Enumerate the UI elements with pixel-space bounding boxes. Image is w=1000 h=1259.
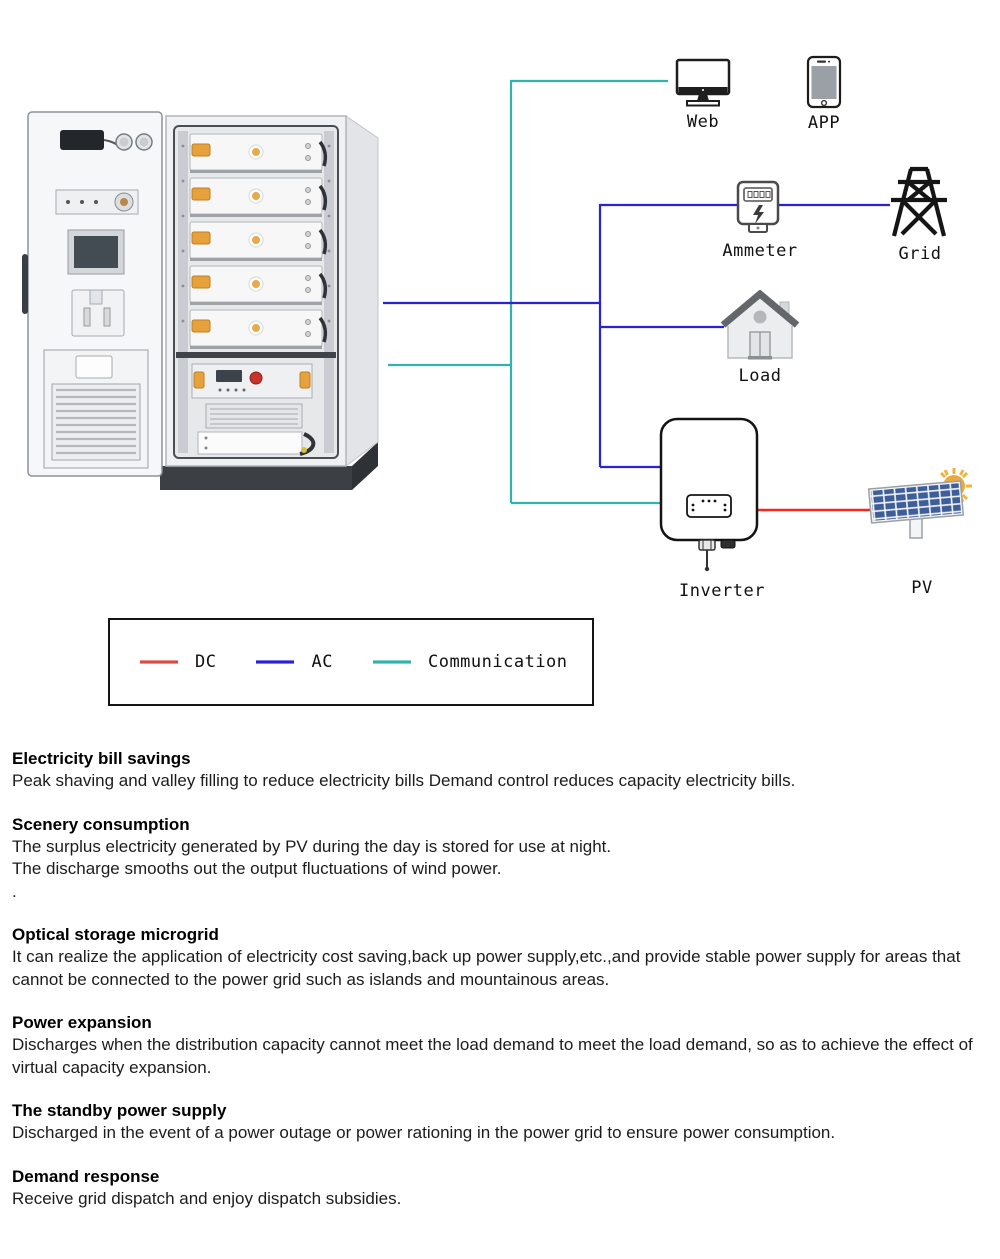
inverter-icon	[659, 417, 761, 573]
legend	[108, 618, 594, 706]
app-phone-icon	[806, 55, 842, 109]
legend-label-ac: AC	[311, 652, 333, 672]
bottom-unit	[198, 432, 313, 454]
legend-label-communication: Communication	[427, 652, 568, 672]
section-line: The discharge smooths out the output fluctuations of wind power.	[12, 859, 502, 878]
section-heading: Electricity bill savings	[12, 749, 191, 768]
cabinet-door	[22, 112, 162, 476]
section-line: It can realize the application of electricity cost saving,back up power supply,etc.,and provide stable power supply for areas that cannot be connected to the power grid such as islands and mountainous areas.	[12, 947, 961, 989]
pv-label: PV	[911, 578, 933, 598]
section-line: The surplus electricity generated by PV during the day is stored for use at night.	[12, 836, 612, 856]
legend-item-dc	[140, 652, 216, 672]
legend-item-ac	[256, 652, 332, 672]
section-heading: Optical storage microgrid	[12, 925, 219, 944]
dc-line-swatch	[140, 660, 178, 664]
section-line: Discharges when the distribution capacity cannot meet the load demand to meet the load demand, so as to achieve the effect of virtual capacity expansion.	[12, 1035, 973, 1077]
legend-item-communication	[373, 652, 568, 672]
app-label: APP	[807, 113, 841, 133]
section-line: Peak shaving and valley filling to reduce electricity bills Demand control reduces capacity electricity bills.	[12, 771, 796, 790]
section-standby-power-supply	[12, 1100, 990, 1145]
section-power-expansion	[12, 1012, 990, 1079]
communication-line-swatch	[373, 660, 411, 664]
vent-grille	[52, 384, 140, 460]
grid-tower-icon	[888, 166, 950, 238]
section-heading: Demand response	[12, 1166, 160, 1186]
section-scenery-consumption	[12, 814, 990, 904]
benefits-text	[12, 748, 990, 1231]
section-electricity-bill-savings	[12, 748, 990, 793]
web-monitor-icon	[675, 58, 731, 108]
section-line: Receive grid dispatch and enjoy dispatch subsidies.	[12, 1188, 402, 1208]
section-line: Discharged in the event of a power outage or power rationing in the power grid to ensure power consumption.	[12, 1123, 836, 1142]
load-house-icon	[714, 290, 806, 362]
battery-cabinet-icon	[20, 106, 380, 492]
power-control-unit	[192, 364, 312, 398]
pv-panel-icon	[862, 462, 974, 550]
legend-label-dc: DC	[195, 652, 217, 672]
section-heading: The standby power supply	[12, 1101, 227, 1120]
ac-line-swatch	[256, 660, 294, 664]
section-line: .	[12, 881, 17, 901]
battery-modules	[190, 134, 325, 349]
ammeter-label: Ammeter	[722, 241, 798, 261]
ammeter-icon	[735, 180, 781, 236]
section-heading: Scenery consumption	[12, 814, 190, 834]
web-label: Web	[686, 112, 720, 132]
section-heading: Power expansion	[12, 1013, 152, 1032]
inverter-label: Inverter	[679, 581, 765, 601]
vent-module	[206, 404, 302, 428]
section-optical-storage-microgrid	[12, 924, 990, 991]
load-label: Load	[738, 366, 782, 386]
grid-label: Grid	[898, 244, 942, 264]
section-demand-response	[12, 1166, 990, 1211]
ac-line	[383, 205, 890, 467]
communication-line	[388, 81, 668, 503]
door-handle	[22, 254, 28, 314]
